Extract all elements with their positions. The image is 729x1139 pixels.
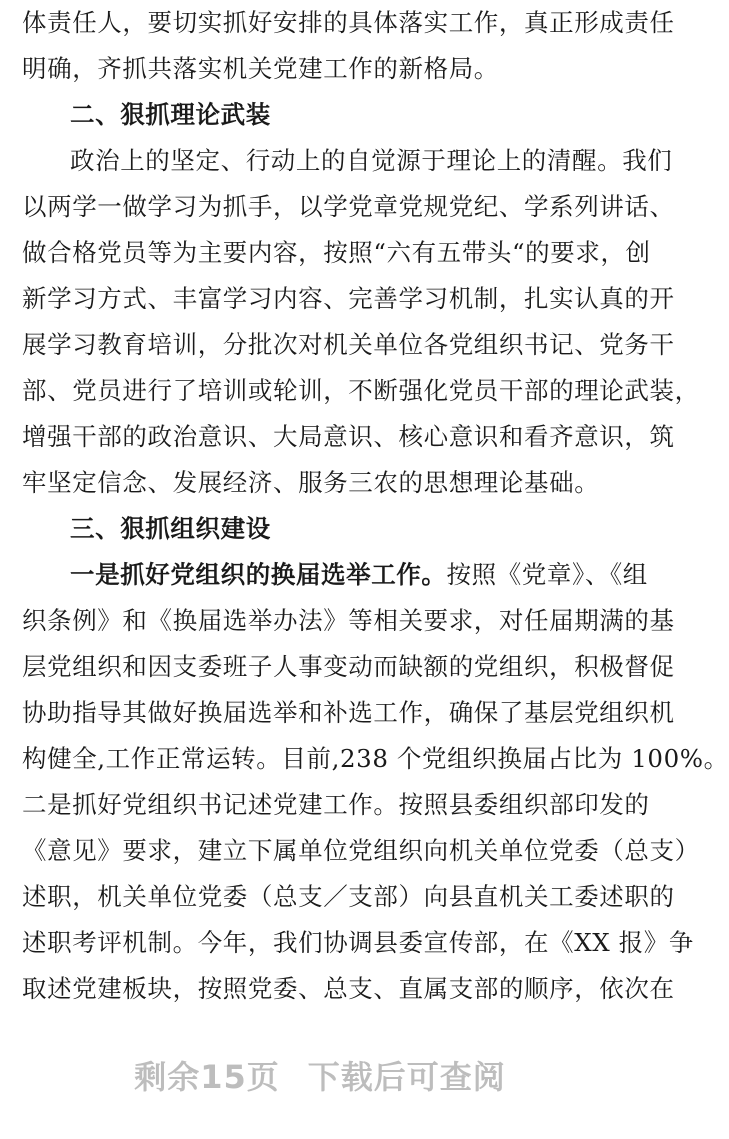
download-prompt[interactable] bbox=[0, 1052, 640, 1098]
paragraph-line: 体责任人，要切实抓好安排的具体落实工作，真正形成责任 bbox=[22, 8, 675, 37]
paragraph-line: 做合格党员等为主要内容，按照“六有五带头“的要求，创 bbox=[22, 238, 651, 267]
paragraph-line: 述职考评机制。今年，我们协调县委宣传部，在《XX 报》争 bbox=[22, 928, 694, 957]
paragraph-line: 部、党员进行了培训或轮训，不断强化党员干部的理论武装， bbox=[22, 376, 700, 405]
paragraph-text: 按照《党章》、《组 bbox=[446, 560, 648, 589]
paragraph-line: 二是抓好党组织书记述党建工作。按照县委组织部印发的 bbox=[22, 790, 650, 819]
download-to-view-label: 下载后可查阅 bbox=[307, 1058, 506, 1096]
paragraph-line: 协助指导其做好换届选举和补选工作，确保了基层党组织机 bbox=[22, 698, 675, 727]
paragraph-line: 述职，机关单位党委（总支／支部）向县直机关工委述职的 bbox=[22, 882, 675, 911]
paragraph-line: 织条例》和《换届选举办法》等相关要求，对任届期满的基 bbox=[22, 606, 675, 635]
paragraph-line: 增强干部的政治意识、大局意识、核心意识和看齐意识，筑 bbox=[22, 422, 675, 451]
remaining-pages-label: 剩余15页 bbox=[134, 1058, 280, 1096]
paragraph-line: 新学习方式、丰富学习内容、完善学习机制，扎实认真的开 bbox=[22, 284, 675, 313]
section-heading: 二、狠抓理论武装 bbox=[70, 100, 271, 129]
paragraph-line: 构健全,工作正常运转。目前,238 个党组织换届占比为 100%。 bbox=[22, 744, 729, 773]
paragraph-line: 明确，齐抓共落实机关党建工作的新格局。 bbox=[22, 54, 499, 83]
lead-phrase: 一是抓好党组织的换届选举工作。 bbox=[70, 560, 447, 589]
paragraph-line: 以两学一做学习为抓手，以学党章党规党纪、学系列讲话、 bbox=[22, 192, 675, 221]
paragraph-line: 层党组织和因支委班子人事变动而缺额的党组织，积极督促 bbox=[22, 652, 675, 681]
paragraph-line: 取述党建板块，按照党委、总支、直属支部的顺序，依次在 bbox=[22, 974, 675, 1003]
paragraph-line bbox=[70, 552, 648, 598]
paragraph-line: 政治上的坚定、行动上的自觉源于理论上的清醒。我们 bbox=[70, 146, 673, 175]
section-heading: 三、狠抓组织建设 bbox=[70, 514, 271, 543]
paragraph-line: 《意见》要求，建立下属单位党组织向机关单位党委（总支） bbox=[22, 836, 700, 865]
paragraph-line: 牢坚定信念、发展经济、服务三农的思想理论基础。 bbox=[22, 468, 600, 497]
paragraph-line: 展学习教育培训，分批次对机关单位各党组织书记、党务干 bbox=[22, 330, 675, 359]
